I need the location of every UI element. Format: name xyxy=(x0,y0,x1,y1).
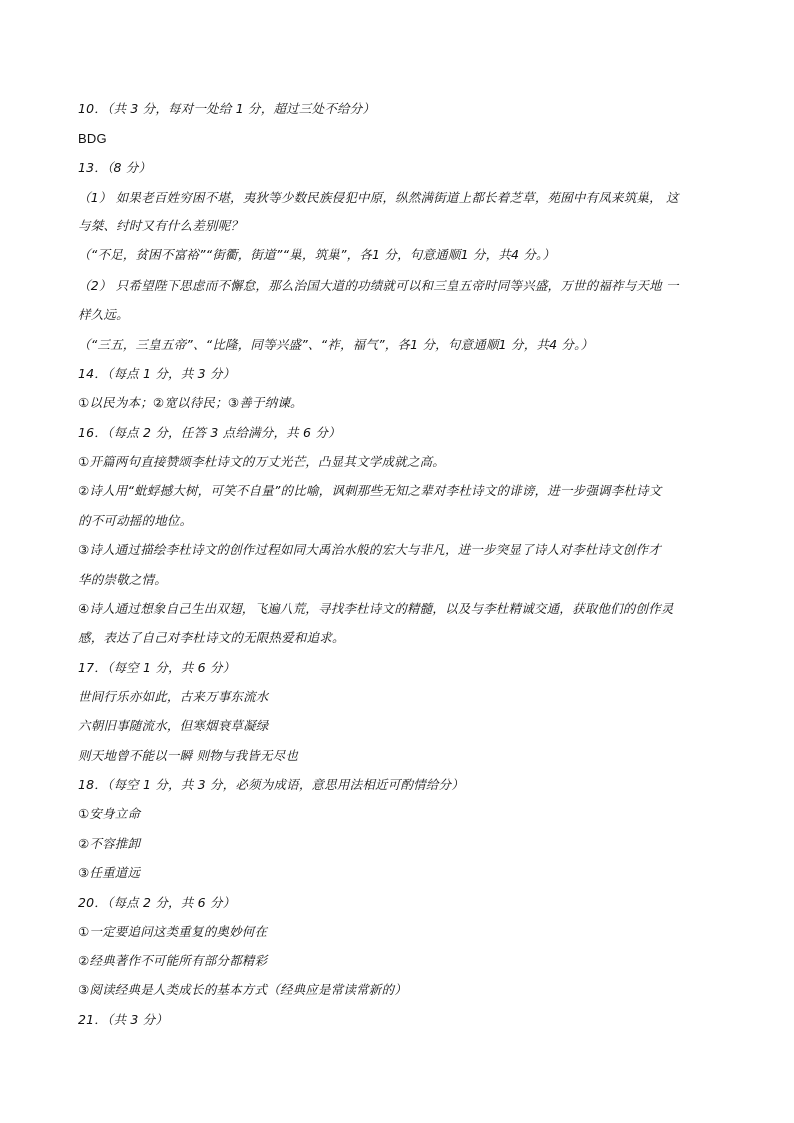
q13-translation-1-line-2: 与桀、纣时又有什么差别呢？ xyxy=(78,218,244,233)
q14-heading: 14．（每点 1 分，共 3 分） xyxy=(78,366,236,381)
q18-answer-2: ②不容推卸 xyxy=(78,836,141,851)
q20-answer-1: ①一定要追问这类重复的奥妙何在 xyxy=(78,924,268,939)
q16-point-2-line-2: 的不可动摇的地位。 xyxy=(78,513,193,528)
q13-scoring-2: （“三五，三皇五帝”、“比隆，同等兴盛”、“祚，福气”，各1 分，句意通顺1 分，共4 分。） xyxy=(78,337,594,352)
q20-answer-2: ②经典著作不可能所有部分都精彩 xyxy=(78,953,268,968)
q13-translation-2-line-2: 样久远。 xyxy=(78,307,129,322)
q10-answer: BDG xyxy=(78,131,107,146)
q13-heading: 13．（8 分） xyxy=(78,160,152,175)
q13-translation-2-line-1: （2） 只希望陛下思虑而不懈怠，那么治国大道的功绩就可以和三皇五帝时同等兴盛，万世的福祚与天地 一 xyxy=(78,278,679,293)
q18-answer-1: ①安身立命 xyxy=(78,806,141,821)
q17-answer-1: 世间行乐亦如此，古来万事东流水 xyxy=(78,689,269,704)
q20-heading: 20．（每点 2 分，共 6 分） xyxy=(78,895,236,910)
q14-answer: ①以民为本；②宽以待民；③善于纳谏。 xyxy=(78,395,303,410)
q18-answer-3: ③任重道远 xyxy=(78,865,141,880)
q21-heading: 21．（共 3 分） xyxy=(78,1012,169,1027)
q18-heading: 18．（每空 1 分，共 3 分，必须为成语，意思用法相近可酌情给分） xyxy=(78,777,464,792)
q13-translation-1-line-1: （1） 如果老百姓穷困不堪，夷狄等少数民族侵犯中原，纵然满街道上都长着芝草，苑囿中有凤来筑巢， 这 xyxy=(78,190,679,205)
q17-answer-2: 六朝旧事随流水，但寒烟衰草凝绿 xyxy=(78,718,269,733)
q17-answer-3: 则天地曾不能以一瞬 则物与我皆无尽也 xyxy=(78,748,299,763)
q17-heading: 17．（每空 1 分，共 6 分） xyxy=(78,660,236,675)
q16-point-3-line-1: ③诗人通过描绘李杜诗文的创作过程如同大禹治水般的宏大与非凡，进一步突显了诗人对李杜诗文创作才 xyxy=(78,542,661,557)
q16-point-2-line-1: ②诗人用“蚍蜉撼大树，可笑不自量”的比喻，讽刺那些无知之辈对李杜诗文的诽谤，进一步强调李杜诗文 xyxy=(78,483,662,498)
q16-heading: 16．（每点 2 分，任答 3 点给满分，共 6 分） xyxy=(78,425,341,440)
q16-point-3-line-2: 华的崇敬之情。 xyxy=(78,572,167,587)
q16-point-4-line-2: 感，表达了自己对李杜诗文的无限热爱和追求。 xyxy=(78,630,345,645)
q20-answer-3: ③阅读经典是人类成长的基本方式（经典应是常读常新的） xyxy=(78,982,407,997)
q13-scoring-1: （“不足，贫困不富裕”“街衢，街道”“巢，筑巢”，各1 分，句意通顺1 分，共4 分。） xyxy=(78,247,556,262)
q16-point-1: ①开篇两句直接赞颂李杜诗文的万丈光芒，凸显其文学成就之高。 xyxy=(78,454,446,469)
q10-heading: 10．（共 3 分，每对一处给 1 分，超过三处不给分） xyxy=(78,101,376,116)
q16-point-4-line-1: ④诗人通过想象自己生出双翅，飞遍八荒，寻找李杜诗文的精髓，以及与李杜精诚交通，获取他们的创作灵 xyxy=(78,601,674,616)
